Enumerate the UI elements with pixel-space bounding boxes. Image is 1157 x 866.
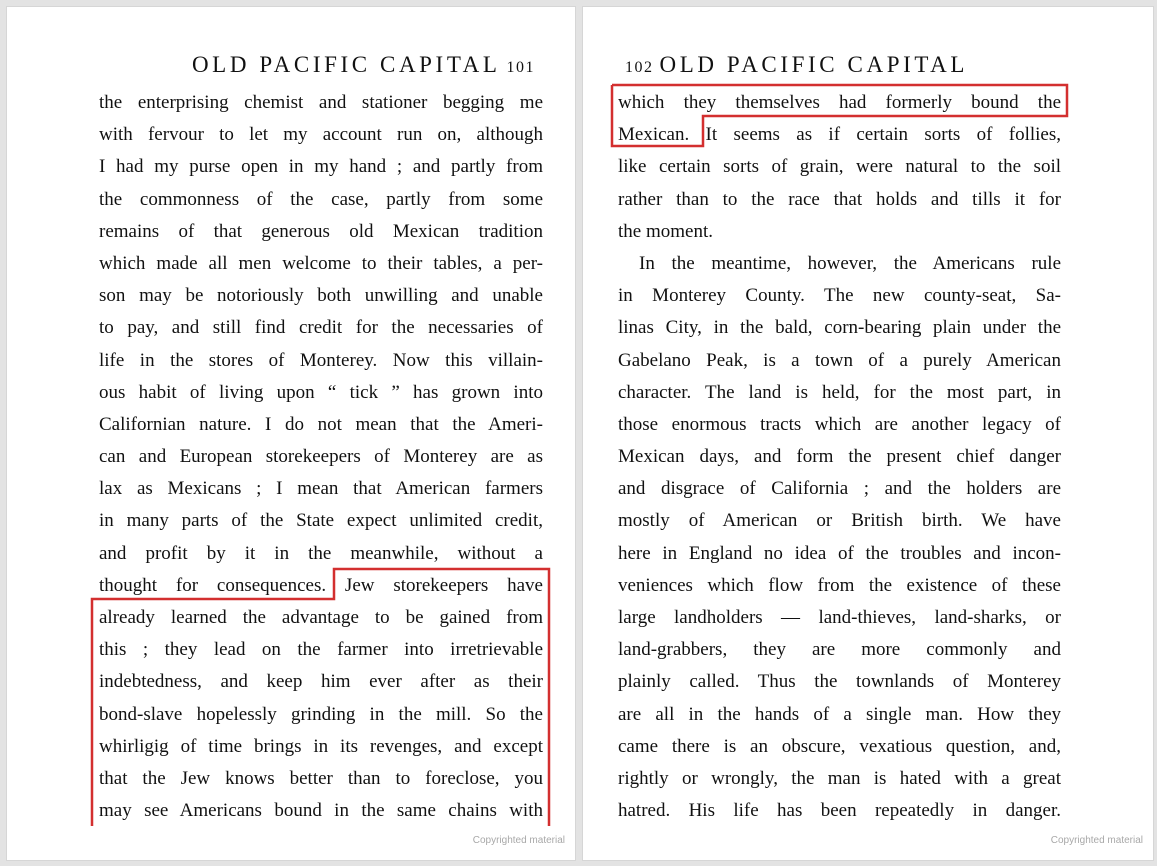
text-line: remains of that generous old Mexican tradition	[99, 220, 543, 242]
text-line: can and European storekeepers of Monterey are as	[99, 446, 543, 468]
copyright-watermark: Copyrighted material	[1050, 835, 1143, 846]
paragraph-first-line: In the meantime, however, the Americans rule	[639, 252, 1061, 274]
text-line: indebtedness, and keep him ever after as their	[99, 671, 543, 693]
text-line: Mexican days, and form the present chief danger	[618, 446, 1061, 468]
page-number: 101	[506, 59, 535, 76]
text-line: I had my purse open in my hand ; and partly from	[99, 156, 543, 178]
text-line: which they themselves had formerly bound the	[618, 92, 1061, 113]
text-line: Californian nature. I do not mean that the Ameri-	[99, 413, 543, 435]
text-line: veniences which flow from the existence of these	[618, 574, 1061, 596]
text-line: rightly or wrongly, the man is hated with a great	[618, 767, 1061, 789]
right-page	[582, 6, 1154, 861]
text-line: may see Americans bound in the same chains with	[99, 800, 543, 822]
text-line: already learned the advantage to be gained from	[99, 607, 543, 628]
text-line: are all in the hands of a single man. How they	[618, 703, 1061, 725]
text-line: lax as Mexicans ; I mean that American farmers	[99, 478, 543, 500]
text-line: like certain sorts of grain, were natural to the soil	[618, 156, 1061, 178]
running-header	[619, 52, 968, 82]
copyright-watermark: Copyrighted material	[472, 835, 565, 846]
text-line: this ; they lead on the farmer into irretrievable	[99, 639, 543, 661]
page-text	[618, 87, 1061, 827]
page-number: 102	[625, 59, 654, 76]
text-line: those enormous tracts which are another legacy of	[618, 413, 1061, 435]
text-line: in many parts of the State expect unlimited credit,	[99, 510, 543, 532]
text-line: plainly called. Thus the townlands of Monterey	[618, 671, 1061, 693]
running-header	[192, 52, 541, 82]
text-line: whirligig of time brings in its revenges, and except	[99, 735, 543, 757]
text-line: ous habit of living upon “ tick ” has grown into	[99, 381, 543, 403]
text-line: here in England no idea of the troubles and incon-	[618, 542, 1061, 564]
text-line: the moment.	[618, 220, 713, 242]
text-line: to pay, and still find credit for the necessaries of	[99, 317, 543, 339]
text-line: hatred. His life has been repeatedly in danger.	[618, 800, 1061, 822]
text-line: son may be notoriously both unwilling and unable	[99, 285, 543, 307]
text-line: that the Jew knows better than to foreclose, you	[99, 767, 543, 789]
text-line: land-grabbers, they are more commonly and	[618, 639, 1061, 661]
text-line: the enterprising chemist and stationer begging me	[99, 92, 543, 113]
text-line: character. The land is held, for the most part, in	[618, 381, 1061, 403]
text-line: Mexican. It seems as if certain sorts of follies,	[618, 124, 1061, 146]
text-line: large landholders — land-thieves, land-sharks, or	[618, 607, 1061, 628]
text-line: bond-slave hopelessly grinding in the mill. So the	[99, 703, 543, 725]
text-line: life in the stores of Monterey. Now this villain-	[99, 349, 543, 371]
text-line: the commonness of the case, partly from some	[99, 188, 543, 210]
text-line: mostly of American or British birth. We have	[618, 510, 1061, 532]
text-line: with fervour to let my account run on, although	[99, 124, 543, 146]
text-line: and profit by it in the meanwhile, without a	[99, 542, 543, 564]
left-page	[6, 6, 576, 861]
text-line: Gabelano Peak, is a town of a purely American	[618, 349, 1061, 371]
text-line: rather than to the race that holds and tills it for	[618, 188, 1061, 210]
running-title: OLD PACIFIC CAPITAL	[191, 52, 501, 77]
running-title: OLD PACIFIC CAPITAL	[659, 52, 969, 77]
text-line: in Monterey County. The new county-seat, Sa-	[618, 285, 1061, 307]
text-line: and disgrace of California ; and the holders are	[618, 478, 1061, 500]
text-line: came there is an obscure, vexatious question, and,	[618, 735, 1061, 757]
text-line: which made all men welcome to their tables, a per-	[99, 252, 543, 274]
page-text	[99, 87, 543, 827]
text-line: linas City, in the bald, corn-bearing plain under the	[618, 317, 1061, 339]
text-line: thought for consequences. Jew storekeepers have	[99, 574, 543, 596]
